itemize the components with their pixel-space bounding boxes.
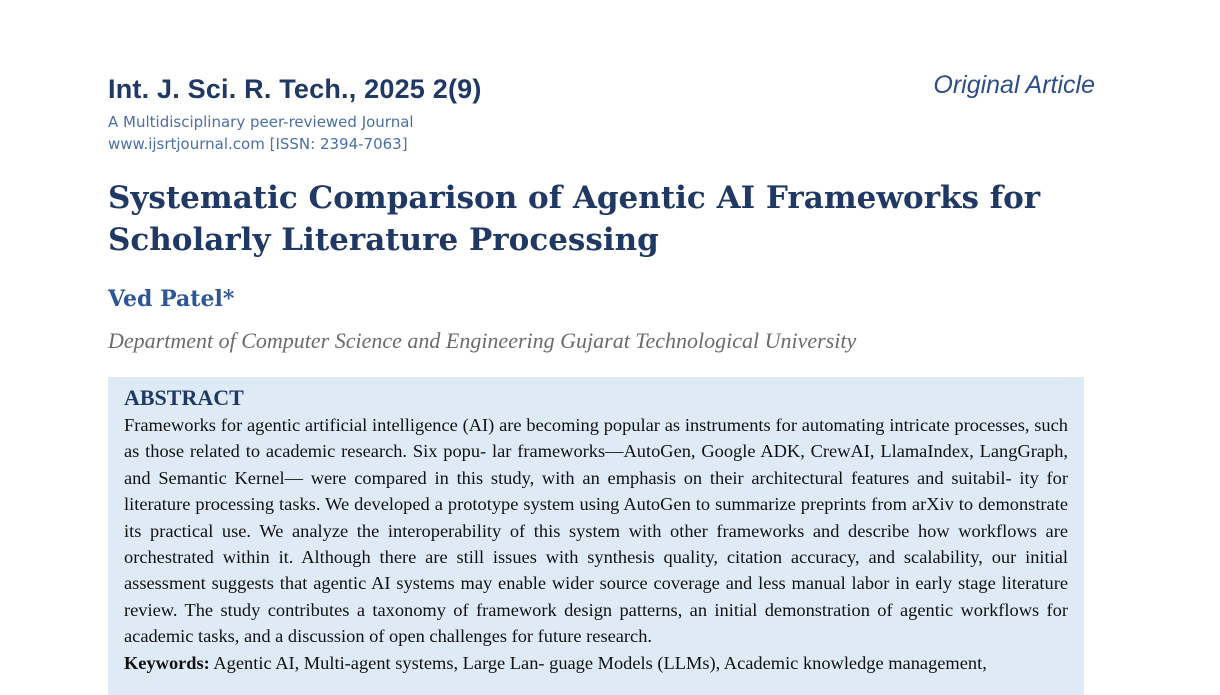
author-name: Ved Patel* [108,286,235,312]
journal-tagline: A Multidisciplinary peer-reviewed Journal [108,113,414,131]
article-type-label: Original Article [933,71,1095,99]
author-affiliation: Department of Computer Science and Engineering Gujarat Technological University [108,328,857,353]
journal-title: Int. J. Sci. R. Tech., 2025 2(9) [108,74,482,104]
paper-title: Systematic Comparison of Agentic AI Frameworks for Scholarly Literature Processing [108,180,1041,258]
keywords-label: Keywords: [124,652,210,673]
abstract-heading: ABSTRACT [124,385,244,410]
journal-website: www.ijsrtjournal.com [ISSN: 2394-7063] [108,135,408,153]
abstract-text: Frameworks for agentic artificial intelligence (AI) are becoming popular as instruments for automating intricate processes, such as those related to academic research. Six popu- lar frameworks—AutoGen, Google ADK, CrewAI, LlamaIndex, LangGraph, and Semantic Kernel— were compared in this study, with an emphasis on their architectural features and suitabil- ity for literature processing tasks. We developed a prototype system using AutoGen to summarize preprints from arXiv to demonstrate its practical use. We analyze the interoperability of this system with other frameworks and describe how workflows are orchestrated within it. Although there are still issues with synthesis quality, citation accuracy, and scalability, our initial assessment suggests that agentic AI systems may enable wider source coverage and less manual labor in early stage literature review. The study contributes a taxonomy of framework design patterns, an initial demonstration of agentic workflows for academic tasks, and a discussion of open challenges for future research. [124,415,1068,647]
abstract-section [108,377,1084,695]
keywords-text: Agentic AI, Multi-agent systems, Large Lan- guage Models (LLMs), Academic knowledge management, [213,652,987,673]
keywords-line [124,650,1068,676]
